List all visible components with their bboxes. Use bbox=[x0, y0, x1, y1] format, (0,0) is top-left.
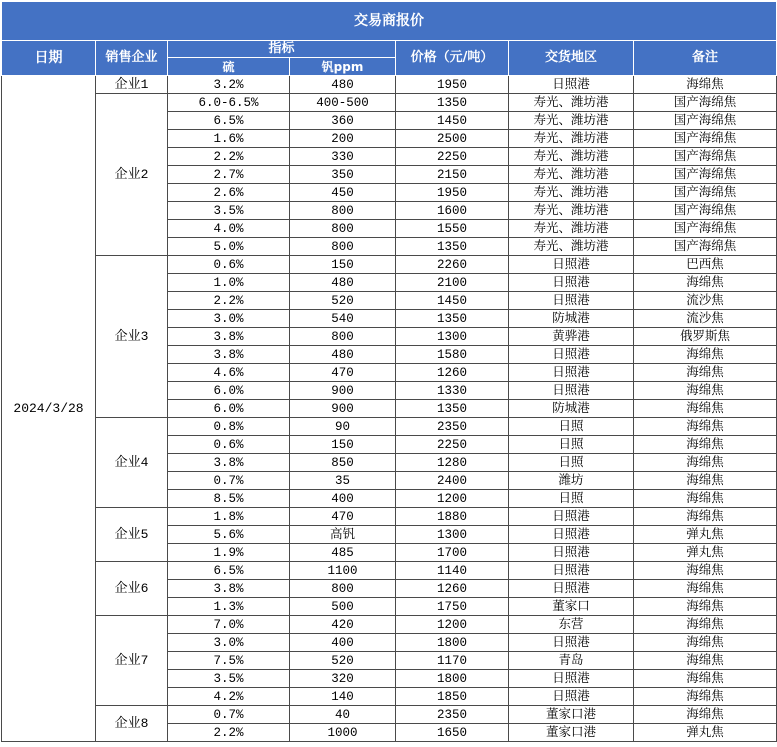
note-cell: 国产海绵焦 bbox=[634, 112, 777, 130]
sulfur-cell: 2.7% bbox=[168, 166, 290, 184]
price-cell: 2250 bbox=[396, 436, 509, 454]
note-cell: 海绵焦 bbox=[634, 454, 777, 472]
note-cell: 国产海绵焦 bbox=[634, 148, 777, 166]
note-cell: 海绵焦 bbox=[634, 670, 777, 688]
sulfur-cell: 0.8% bbox=[168, 418, 290, 436]
price-cell: 1350 bbox=[396, 94, 509, 112]
price-cell: 1850 bbox=[396, 688, 509, 706]
vanadium-cell: 485 bbox=[290, 544, 396, 562]
note-cell: 流沙焦 bbox=[634, 310, 777, 328]
vanadium-cell: 150 bbox=[290, 256, 396, 274]
vanadium-cell: 35 bbox=[290, 472, 396, 490]
vanadium-cell: 350 bbox=[290, 166, 396, 184]
region-cell: 潍坊 bbox=[509, 472, 634, 490]
price-cell: 2100 bbox=[396, 274, 509, 292]
region-cell: 防城港 bbox=[509, 400, 634, 418]
company-cell: 企业5 bbox=[96, 508, 168, 562]
table-row bbox=[2, 76, 777, 94]
price-cell: 1260 bbox=[396, 580, 509, 598]
company-cell: 企业6 bbox=[96, 562, 168, 616]
note-cell: 海绵焦 bbox=[634, 580, 777, 598]
note-cell: 弹丸焦 bbox=[634, 724, 777, 742]
sulfur-cell: 6.5% bbox=[168, 562, 290, 580]
vanadium-cell: 480 bbox=[290, 76, 396, 94]
sulfur-cell: 0.7% bbox=[168, 472, 290, 490]
table-row bbox=[2, 94, 777, 112]
price-cell: 2350 bbox=[396, 418, 509, 436]
header-region: 交货地区 bbox=[509, 41, 634, 76]
vanadium-cell: 400 bbox=[290, 490, 396, 508]
header-vanadium: 钒ppm bbox=[290, 58, 396, 76]
vanadium-cell: 40 bbox=[290, 706, 396, 724]
price-cell: 1950 bbox=[396, 76, 509, 94]
price-cell: 1800 bbox=[396, 670, 509, 688]
region-cell: 青岛 bbox=[509, 652, 634, 670]
note-cell: 弹丸焦 bbox=[634, 544, 777, 562]
sulfur-cell: 3.2% bbox=[168, 76, 290, 94]
region-cell: 日照港 bbox=[509, 508, 634, 526]
vanadium-cell: 800 bbox=[290, 328, 396, 346]
price-cell: 1350 bbox=[396, 310, 509, 328]
sulfur-cell: 2.2% bbox=[168, 724, 290, 742]
region-cell: 日照港 bbox=[509, 580, 634, 598]
region-cell: 日照港 bbox=[509, 544, 634, 562]
note-cell: 海绵焦 bbox=[634, 616, 777, 634]
price-cell: 1260 bbox=[396, 364, 509, 382]
note-cell: 流沙焦 bbox=[634, 292, 777, 310]
table-row bbox=[2, 256, 777, 274]
note-cell: 国产海绵焦 bbox=[634, 238, 777, 256]
sulfur-cell: 3.0% bbox=[168, 634, 290, 652]
note-cell: 海绵焦 bbox=[634, 346, 777, 364]
sulfur-cell: 4.6% bbox=[168, 364, 290, 382]
region-cell: 日照港 bbox=[509, 526, 634, 544]
company-cell: 企业2 bbox=[96, 94, 168, 256]
note-cell: 弹丸焦 bbox=[634, 526, 777, 544]
quote-table bbox=[1, 1, 777, 742]
sulfur-cell: 0.7% bbox=[168, 706, 290, 724]
sulfur-cell: 4.2% bbox=[168, 688, 290, 706]
region-cell: 防城港 bbox=[509, 310, 634, 328]
company-cell: 企业3 bbox=[96, 256, 168, 418]
vanadium-cell: 800 bbox=[290, 238, 396, 256]
vanadium-cell: 200 bbox=[290, 130, 396, 148]
region-cell: 寿光、潍坊港 bbox=[509, 148, 634, 166]
vanadium-cell: 520 bbox=[290, 652, 396, 670]
company-cell: 企业1 bbox=[96, 76, 168, 94]
vanadium-cell: 360 bbox=[290, 112, 396, 130]
region-cell: 寿光、潍坊港 bbox=[509, 220, 634, 238]
price-cell: 2400 bbox=[396, 472, 509, 490]
region-cell: 寿光、潍坊港 bbox=[509, 112, 634, 130]
note-cell: 海绵焦 bbox=[634, 274, 777, 292]
note-cell: 国产海绵焦 bbox=[634, 184, 777, 202]
price-cell: 1450 bbox=[396, 112, 509, 130]
note-cell: 国产海绵焦 bbox=[634, 220, 777, 238]
price-cell: 1140 bbox=[396, 562, 509, 580]
sulfur-cell: 2.2% bbox=[168, 292, 290, 310]
vanadium-cell: 400 bbox=[290, 634, 396, 652]
region-cell: 日照港 bbox=[509, 76, 634, 94]
sulfur-cell: 6.5% bbox=[168, 112, 290, 130]
region-cell: 寿光、潍坊港 bbox=[509, 130, 634, 148]
price-cell: 1880 bbox=[396, 508, 509, 526]
vanadium-cell: 900 bbox=[290, 400, 396, 418]
vanadium-cell: 320 bbox=[290, 670, 396, 688]
sulfur-cell: 3.8% bbox=[168, 454, 290, 472]
region-cell: 寿光、潍坊港 bbox=[509, 184, 634, 202]
table-row bbox=[2, 508, 777, 526]
region-cell: 董家口港 bbox=[509, 724, 634, 742]
region-cell: 日照 bbox=[509, 436, 634, 454]
note-cell: 海绵焦 bbox=[634, 400, 777, 418]
header-date: 日期 bbox=[2, 41, 96, 76]
price-cell: 1280 bbox=[396, 454, 509, 472]
vanadium-cell: 1100 bbox=[290, 562, 396, 580]
region-cell: 日照港 bbox=[509, 256, 634, 274]
sulfur-cell: 0.6% bbox=[168, 436, 290, 454]
vanadium-cell: 540 bbox=[290, 310, 396, 328]
sulfur-cell: 5.0% bbox=[168, 238, 290, 256]
vanadium-cell: 420 bbox=[290, 616, 396, 634]
vanadium-cell: 90 bbox=[290, 418, 396, 436]
region-cell: 董家口港 bbox=[509, 706, 634, 724]
sulfur-cell: 3.0% bbox=[168, 310, 290, 328]
region-cell: 日照港 bbox=[509, 688, 634, 706]
sulfur-cell: 8.5% bbox=[168, 490, 290, 508]
price-cell: 1300 bbox=[396, 526, 509, 544]
note-cell: 海绵焦 bbox=[634, 436, 777, 454]
vanadium-cell: 500 bbox=[290, 598, 396, 616]
vanadium-cell: 900 bbox=[290, 382, 396, 400]
note-cell: 海绵焦 bbox=[634, 418, 777, 436]
price-cell: 1650 bbox=[396, 724, 509, 742]
price-cell: 1600 bbox=[396, 202, 509, 220]
price-cell: 1950 bbox=[396, 184, 509, 202]
vanadium-cell: 470 bbox=[290, 364, 396, 382]
vanadium-cell: 480 bbox=[290, 274, 396, 292]
sulfur-cell: 1.9% bbox=[168, 544, 290, 562]
table-row bbox=[2, 562, 777, 580]
region-cell: 日照 bbox=[509, 490, 634, 508]
price-cell: 1330 bbox=[396, 382, 509, 400]
vanadium-cell: 470 bbox=[290, 508, 396, 526]
company-cell: 企业7 bbox=[96, 616, 168, 706]
sulfur-cell: 6.0-6.5% bbox=[168, 94, 290, 112]
price-cell: 2260 bbox=[396, 256, 509, 274]
price-cell: 1170 bbox=[396, 652, 509, 670]
note-cell: 海绵焦 bbox=[634, 598, 777, 616]
sulfur-cell: 1.3% bbox=[168, 598, 290, 616]
sulfur-cell: 2.2% bbox=[168, 148, 290, 166]
sulfur-cell: 6.0% bbox=[168, 400, 290, 418]
vanadium-cell: 140 bbox=[290, 688, 396, 706]
region-cell: 日照 bbox=[509, 418, 634, 436]
region-cell: 日照港 bbox=[509, 670, 634, 688]
price-cell: 2350 bbox=[396, 706, 509, 724]
vanadium-cell: 高钒 bbox=[290, 526, 396, 544]
region-cell: 日照 bbox=[509, 454, 634, 472]
region-cell: 日照港 bbox=[509, 634, 634, 652]
note-cell: 海绵焦 bbox=[634, 508, 777, 526]
sulfur-cell: 3.5% bbox=[168, 670, 290, 688]
note-cell: 海绵焦 bbox=[634, 706, 777, 724]
note-cell: 巴西焦 bbox=[634, 256, 777, 274]
sulfur-cell: 3.5% bbox=[168, 202, 290, 220]
price-cell: 1550 bbox=[396, 220, 509, 238]
price-cell: 1350 bbox=[396, 238, 509, 256]
note-cell: 国产海绵焦 bbox=[634, 94, 777, 112]
note-cell: 海绵焦 bbox=[634, 634, 777, 652]
vanadium-cell: 800 bbox=[290, 220, 396, 238]
vanadium-cell: 330 bbox=[290, 148, 396, 166]
vanadium-cell: 150 bbox=[290, 436, 396, 454]
sulfur-cell: 3.8% bbox=[168, 328, 290, 346]
sulfur-cell: 1.6% bbox=[168, 130, 290, 148]
note-cell: 海绵焦 bbox=[634, 490, 777, 508]
vanadium-cell: 1000 bbox=[290, 724, 396, 742]
company-cell: 企业8 bbox=[96, 706, 168, 742]
region-cell: 日照港 bbox=[509, 382, 634, 400]
sulfur-cell: 5.6% bbox=[168, 526, 290, 544]
price-cell: 2150 bbox=[396, 166, 509, 184]
sulfur-cell: 1.0% bbox=[168, 274, 290, 292]
price-cell: 1450 bbox=[396, 292, 509, 310]
sulfur-cell: 3.8% bbox=[168, 580, 290, 598]
price-cell: 1800 bbox=[396, 634, 509, 652]
price-cell: 2500 bbox=[396, 130, 509, 148]
note-cell: 海绵焦 bbox=[634, 688, 777, 706]
note-cell: 海绵焦 bbox=[634, 472, 777, 490]
vanadium-cell: 400-500 bbox=[290, 94, 396, 112]
note-cell: 海绵焦 bbox=[634, 562, 777, 580]
header-note: 备注 bbox=[634, 41, 777, 76]
vanadium-cell: 480 bbox=[290, 346, 396, 364]
note-cell: 国产海绵焦 bbox=[634, 202, 777, 220]
vanadium-cell: 520 bbox=[290, 292, 396, 310]
note-cell: 国产海绵焦 bbox=[634, 166, 777, 184]
price-cell: 2250 bbox=[396, 148, 509, 166]
table-body bbox=[2, 76, 777, 742]
region-cell: 日照港 bbox=[509, 364, 634, 382]
sulfur-cell: 7.5% bbox=[168, 652, 290, 670]
note-cell: 海绵焦 bbox=[634, 364, 777, 382]
price-cell: 1350 bbox=[396, 400, 509, 418]
header-sulfur: 硫 bbox=[168, 58, 290, 76]
note-cell: 俄罗斯焦 bbox=[634, 328, 777, 346]
note-cell: 国产海绵焦 bbox=[634, 130, 777, 148]
region-cell: 寿光、潍坊港 bbox=[509, 166, 634, 184]
sulfur-cell: 4.0% bbox=[168, 220, 290, 238]
header-company: 销售企业 bbox=[96, 41, 168, 76]
price-cell: 1700 bbox=[396, 544, 509, 562]
sulfur-cell: 2.6% bbox=[168, 184, 290, 202]
price-cell: 1580 bbox=[396, 346, 509, 364]
table-row bbox=[2, 616, 777, 634]
note-cell: 海绵焦 bbox=[634, 652, 777, 670]
region-cell: 日照港 bbox=[509, 274, 634, 292]
table-row bbox=[2, 418, 777, 436]
vanadium-cell: 800 bbox=[290, 202, 396, 220]
sulfur-cell: 0.6% bbox=[168, 256, 290, 274]
price-cell: 1200 bbox=[396, 616, 509, 634]
region-cell: 日照港 bbox=[509, 346, 634, 364]
region-cell: 日照港 bbox=[509, 562, 634, 580]
price-cell: 1750 bbox=[396, 598, 509, 616]
date-cell: 2024/3/28 bbox=[2, 76, 96, 742]
price-cell: 1200 bbox=[396, 490, 509, 508]
sulfur-cell: 6.0% bbox=[168, 382, 290, 400]
region-cell: 黄骅港 bbox=[509, 328, 634, 346]
region-cell: 董家口 bbox=[509, 598, 634, 616]
header-indicator: 指标 bbox=[168, 41, 396, 58]
region-cell: 寿光、潍坊港 bbox=[509, 238, 634, 256]
table-title: 交易商报价 bbox=[2, 2, 777, 41]
company-cell: 企业4 bbox=[96, 418, 168, 508]
sulfur-cell: 3.8% bbox=[168, 346, 290, 364]
vanadium-cell: 800 bbox=[290, 580, 396, 598]
table-row bbox=[2, 706, 777, 724]
vanadium-cell: 850 bbox=[290, 454, 396, 472]
sulfur-cell: 7.0% bbox=[168, 616, 290, 634]
header-price: 价格（元/吨） bbox=[396, 41, 509, 76]
region-cell: 寿光、潍坊港 bbox=[509, 202, 634, 220]
note-cell: 海绵焦 bbox=[634, 382, 777, 400]
price-cell: 1300 bbox=[396, 328, 509, 346]
note-cell: 海绵焦 bbox=[634, 76, 777, 94]
region-cell: 东营 bbox=[509, 616, 634, 634]
region-cell: 日照港 bbox=[509, 292, 634, 310]
sulfur-cell: 1.8% bbox=[168, 508, 290, 526]
region-cell: 寿光、潍坊港 bbox=[509, 94, 634, 112]
vanadium-cell: 450 bbox=[290, 184, 396, 202]
